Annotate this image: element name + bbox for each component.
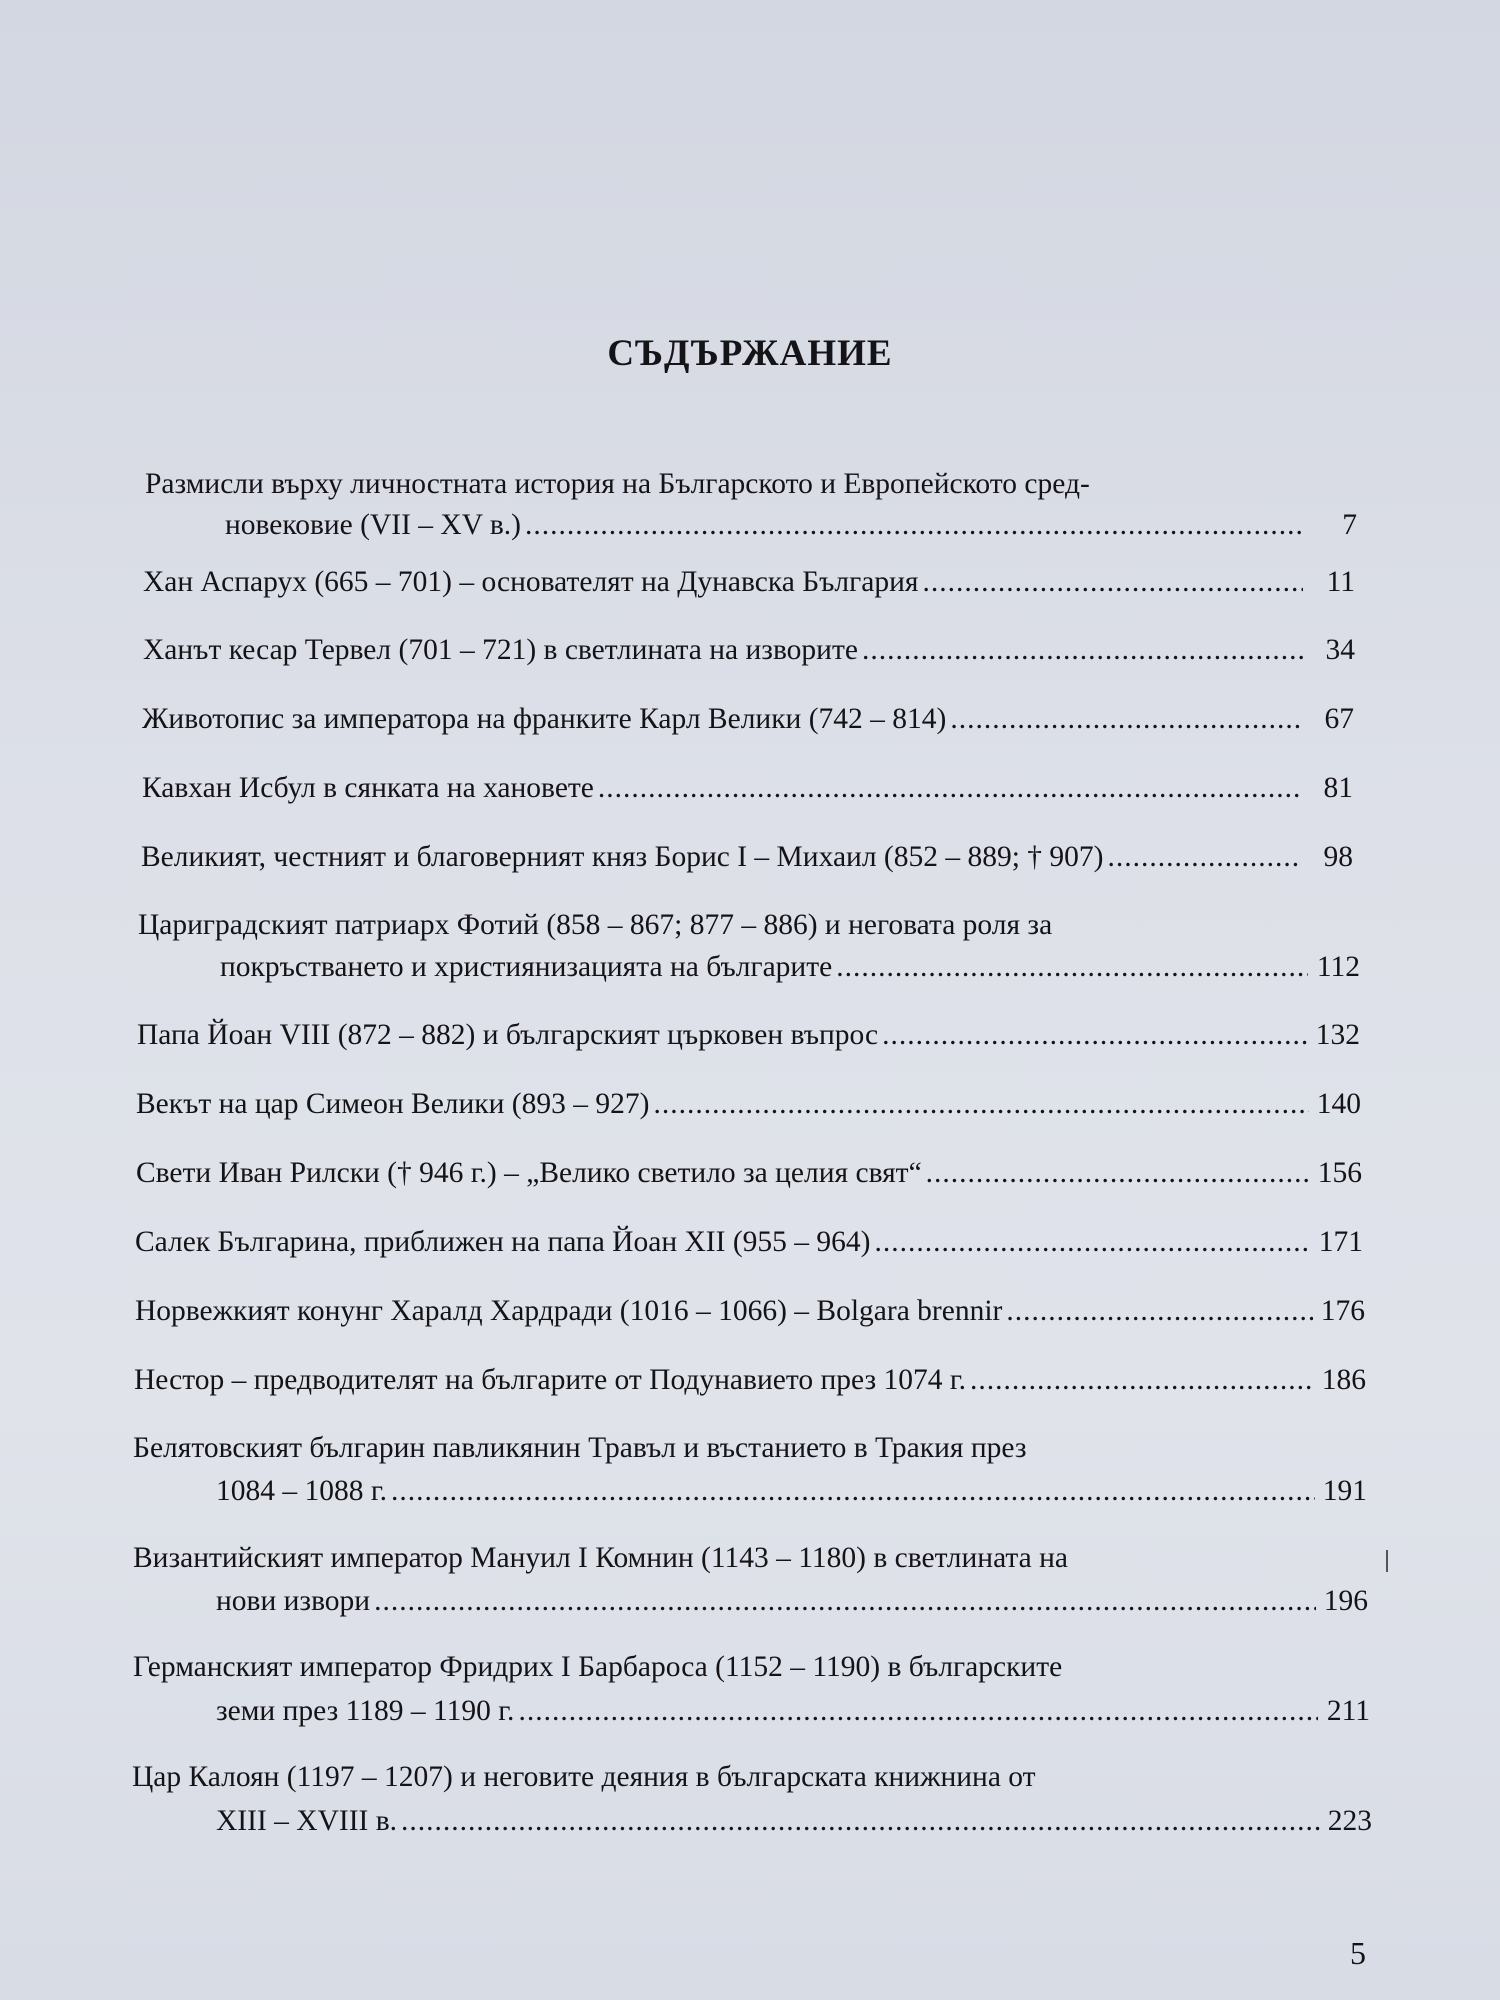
toc-page-number: 186 <box>1321 1364 1366 1396</box>
toc-entry-title: Белятовският българин павликянин Травъл и въстанието в Тракия през <box>133 1432 1027 1464</box>
toc-entry-line <box>135 1217 1363 1268</box>
toc-entry-line <box>225 500 1357 551</box>
toc-entry-title: Свети Иван Рилски († 946 г.) – „Велико светило за целия свят“ <box>136 1157 922 1189</box>
toc-page-number: 176 <box>1320 1295 1365 1327</box>
toc-page-number: 156 <box>1317 1157 1362 1189</box>
leader-dots <box>401 1796 1320 1847</box>
leader-dots <box>970 1355 1314 1406</box>
toc-entry-title: Папа Йоан VIII (872 – 882) и българският църковен въпрос <box>137 1019 879 1051</box>
toc-page-number: 132 <box>1315 1019 1360 1051</box>
page-title: СЪДЪРЖАНИЕ <box>607 333 893 374</box>
toc-entry-line <box>216 1466 1367 1517</box>
page-number: 5 <box>1350 1935 1366 1971</box>
toc-entry-title: Хан Аспарух (665 – 701) – основателят на Дунавска България <box>143 566 919 598</box>
toc-entry-line <box>136 1148 1362 1199</box>
toc-entry-line <box>216 1686 1370 1737</box>
leader-dots <box>598 763 1301 814</box>
leader-dots <box>926 1148 1310 1199</box>
toc-entry-title-cont: покръстването и християнизацията на българите <box>220 951 833 983</box>
toc-page-number: 11 <box>1326 566 1355 598</box>
toc-entry-line <box>216 1796 1372 1847</box>
toc-entry-title: Животопис за императора на франките Карл Велики (742 – 814) <box>142 703 947 735</box>
leader-dots <box>862 625 1303 676</box>
toc-page-number: 34 <box>1325 634 1355 666</box>
toc-page-number: 223 <box>1327 1805 1372 1837</box>
toc-entry-title: Кавхан Исбул в сянката на хановете <box>142 772 594 804</box>
toc-entry-title: Ханът кесар Тервел (701 – 721) в светлината на изворите <box>143 634 858 666</box>
toc-entry-line <box>216 1576 1368 1627</box>
toc-entry-title-cont: новековие (VII – XV в.) <box>225 509 522 541</box>
toc-entry-title: Цар Калоян (1197 – 1207) и неговите деяния в българската книжнина от <box>132 1761 1036 1793</box>
leader-dots <box>922 557 1303 608</box>
toc-page-number: 191 <box>1322 1475 1367 1507</box>
toc-page-number: 67 <box>1324 703 1354 735</box>
leader-dots <box>950 694 1302 745</box>
toc-page-number: 112 <box>1316 951 1360 983</box>
toc-entry-title: Нестор – предводителят на българите от Подунавието през 1074 г. <box>134 1364 966 1396</box>
toc-entry-line <box>142 694 1354 745</box>
leader-dots <box>1108 832 1301 883</box>
toc-entry-line <box>143 625 1355 676</box>
toc-entry-title: Размисли върху личностната история на Българското и Европейското сред- <box>145 468 1090 500</box>
toc-entry-line <box>136 1079 1361 1130</box>
leader-dots <box>374 1576 1316 1627</box>
toc-entry-title: Византийският император Мануил I Комнин (1143 – 1180) в светлината на <box>133 1542 1069 1574</box>
toc-page-number: 171 <box>1318 1226 1363 1258</box>
toc-page-number: 98 <box>1323 841 1353 873</box>
toc-entry-title: Векът на цар Симеон Велики (893 – 927) <box>136 1088 650 1120</box>
margin-mark <box>1386 1550 1388 1572</box>
leader-dots <box>882 1010 1308 1061</box>
toc-page-number: 81 <box>1323 772 1353 804</box>
leader-dots <box>518 1686 1318 1737</box>
toc-entry-title-cont: 1084 – 1088 г. <box>216 1475 388 1507</box>
toc-entry-title: Великият, честният и благоверният княз Борис I – Михаил (852 – 889; † 907) <box>141 841 1104 873</box>
toc-entry-title: Норвежкият конунг Харалд Хардради (1016 – 1066) – Bolgara brennir <box>135 1295 1003 1327</box>
toc-entry-line <box>134 1355 1366 1406</box>
toc-entry-line <box>135 1286 1365 1337</box>
toc-page-number: 196 <box>1323 1585 1368 1617</box>
toc-entry-line <box>137 1010 1360 1061</box>
toc-page-number: 7 <box>1342 509 1357 541</box>
toc-entry-line <box>141 832 1353 883</box>
toc-entry-title: Салек Българина, приближен на папа Йоан XII (955 – 964) <box>135 1226 871 1258</box>
toc-entry-title-cont: земи през 1189 – 1190 г. <box>216 1695 515 1727</box>
toc-entry-title: Германският император Фридрих I Барбароса (1152 – 1190) в българските <box>133 1651 1063 1683</box>
leader-dots <box>874 1217 1311 1268</box>
leader-dots <box>836 942 1308 993</box>
leader-dots <box>1006 1286 1313 1337</box>
toc-entry-line <box>142 763 1353 814</box>
toc-entry-title: Цариградският патриарх Фотий (858 – 867; 877 – 886) и неговата роля за <box>138 909 1053 941</box>
leader-dots <box>525 500 1305 551</box>
leader-dots <box>391 1466 1315 1517</box>
toc-entry-line <box>143 557 1355 608</box>
leader-dots <box>653 1079 1309 1130</box>
toc-entry-title-cont: нови извори <box>216 1585 371 1617</box>
toc-entry-title-cont: XIII – XVIII в. <box>216 1805 398 1837</box>
toc-page-number: 140 <box>1316 1088 1361 1120</box>
toc-entry-line <box>220 942 1360 993</box>
toc-page-number: 211 <box>1326 1695 1370 1727</box>
